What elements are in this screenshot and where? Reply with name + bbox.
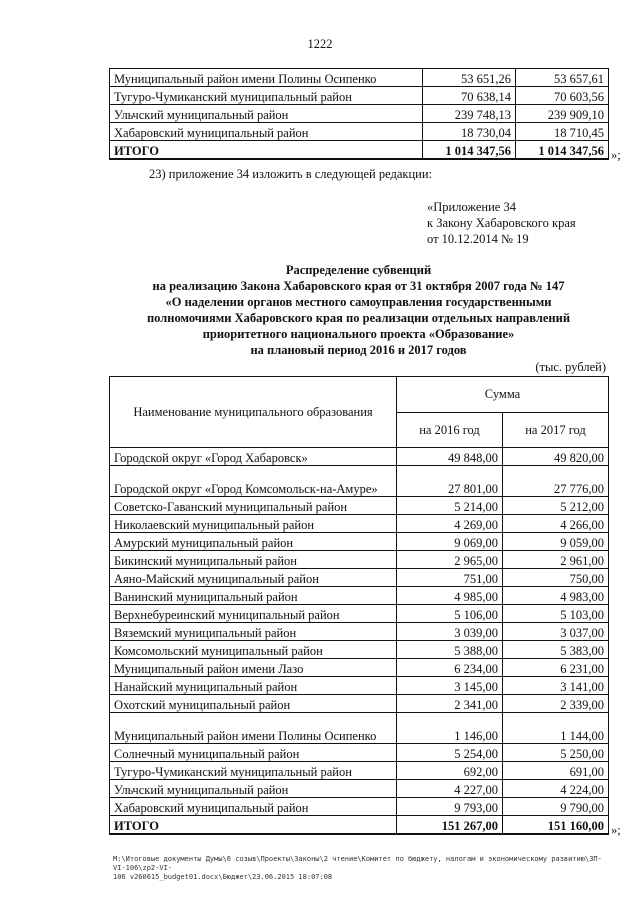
table-row — [110, 497, 609, 515]
table-row — [110, 659, 609, 677]
units-label: (тыс. рублей) — [535, 360, 606, 374]
table-row — [110, 569, 609, 587]
row-name: Солнечный муниципальный район — [110, 744, 397, 762]
table-row — [110, 551, 609, 569]
row-name: Муниципальный район имени Полины Осипенко — [110, 713, 397, 744]
amendment-text: 23) приложение 34 изложить в следующей редакции: — [149, 167, 432, 181]
value-2017: 70 603,56 — [516, 87, 609, 105]
table-row — [110, 677, 609, 695]
value-2016: 2 965,00 — [397, 551, 503, 569]
table-row — [110, 533, 609, 551]
table-row — [110, 695, 609, 713]
row-name: Вяземский муниципальный район — [110, 623, 397, 641]
row-name: Комсомольский муниципальный район — [110, 641, 397, 659]
table-row — [110, 713, 609, 744]
row-name: Городской округ «Город Хабаровск» — [110, 448, 397, 466]
value-2017: 4 983,00 — [503, 587, 609, 605]
table-row — [110, 605, 609, 623]
value-2016: 5 254,00 — [397, 744, 503, 762]
row-name: Ванинский муниципальный район — [110, 587, 397, 605]
carryover-table — [109, 68, 609, 160]
appendix-line: «Приложение 34 — [427, 200, 516, 214]
heading-line: на реализацию Закона Хабаровского края от 31 октября 2007 года № 147 — [152, 279, 565, 293]
value-2017: 6 231,00 — [503, 659, 609, 677]
total-2016: 1 014 347,56 — [423, 141, 516, 160]
value-2017: 4 224,00 — [503, 780, 609, 798]
table-row — [110, 623, 609, 641]
value-2017: 3 037,00 — [503, 623, 609, 641]
value-2016: 3 039,00 — [397, 623, 503, 641]
page-number: 1222 — [307, 37, 333, 51]
closing-quote: »; — [611, 148, 621, 162]
row-name: Ульчский муниципальный район — [110, 780, 397, 798]
heading-line: приоритетного национального проекта «Образование» — [202, 327, 515, 341]
table-row — [110, 780, 609, 798]
value-2017: 5 212,00 — [503, 497, 609, 515]
row-name: Нанайский муниципальный район — [110, 677, 397, 695]
row-name: Тугуро-Чумиканский муниципальный район — [110, 762, 397, 780]
header-2016: на 2016 год — [397, 412, 503, 448]
value-2016: 751,00 — [397, 569, 503, 587]
value-2016: 27 801,00 — [397, 466, 503, 497]
heading-line: на плановый период 2016 и 2017 годов — [250, 343, 467, 357]
row-name: Городской округ «Город Комсомольск-на-Амуре» — [110, 466, 397, 497]
value-2017: 53 657,61 — [516, 69, 609, 87]
table-row — [110, 744, 609, 762]
row-name: Бикинский муниципальный район — [110, 551, 397, 569]
value-2016: 692,00 — [397, 762, 503, 780]
row-name: Николаевский муниципальный район — [110, 515, 397, 533]
total-2016: 151 267,00 — [397, 816, 503, 835]
appendix-line: к Закону Хабаровского края — [427, 216, 576, 230]
header-sum: Сумма — [397, 377, 609, 413]
row-name: Хабаровский муниципальный район — [110, 123, 423, 141]
row-name: Ульчский муниципальный район — [110, 105, 423, 123]
value-2017: 9 059,00 — [503, 533, 609, 551]
value-2017: 2 961,00 — [503, 551, 609, 569]
table-row — [110, 762, 609, 780]
value-2017: 5 250,00 — [503, 744, 609, 762]
row-name: Муниципальный район имени Лазо — [110, 659, 397, 677]
value-2017: 1 144,00 — [503, 713, 609, 744]
value-2017: 18 710,45 — [516, 123, 609, 141]
appendix-line: от 10.12.2014 № 19 — [427, 232, 529, 246]
value-2016: 9 069,00 — [397, 533, 503, 551]
value-2016: 4 269,00 — [397, 515, 503, 533]
document-heading — [109, 262, 608, 358]
table-row — [110, 641, 609, 659]
total-row — [110, 141, 609, 160]
value-2017: 3 141,00 — [503, 677, 609, 695]
value-2017: 5 103,00 — [503, 605, 609, 623]
value-2017: 239 909,10 — [516, 105, 609, 123]
value-2016: 4 985,00 — [397, 587, 503, 605]
value-2016: 5 106,00 — [397, 605, 503, 623]
value-2016: 70 638,14 — [423, 87, 516, 105]
table-row — [110, 466, 609, 497]
value-2016: 53 651,26 — [423, 69, 516, 87]
table-row — [110, 587, 609, 605]
value-2016: 239 748,13 — [423, 105, 516, 123]
value-2016: 1 146,00 — [397, 713, 503, 744]
header-name: Наименование муниципального образования — [110, 377, 397, 448]
table-row — [110, 69, 609, 87]
table-row — [110, 105, 609, 123]
footer-line: 106 v260615_budget01.docx\Бюджет\23.06.2015 18:07:08 — [113, 873, 333, 881]
table-row — [110, 448, 609, 466]
value-2016: 6 234,00 — [397, 659, 503, 677]
total-row — [110, 816, 609, 835]
subvention-table — [109, 376, 609, 835]
total-2017: 151 160,00 — [503, 816, 609, 835]
row-name: Муниципальный район имени Полины Осипенко — [110, 69, 423, 87]
total-label: ИТОГО — [110, 141, 423, 160]
total-2017: 1 014 347,56 — [516, 141, 609, 160]
table-row — [110, 87, 609, 105]
value-2017: 5 383,00 — [503, 641, 609, 659]
value-2016: 9 793,00 — [397, 798, 503, 816]
row-name: Амурский муниципальный район — [110, 533, 397, 551]
closing-quote: »; — [611, 823, 621, 837]
table-row — [110, 123, 609, 141]
footer-line: M:\Итоговые документы Думы\6 созыв\Проекты\Законы\2 чтение\Комитет по бюджету, налогам и экономическому развитию\ЗП-VI-106\zp2-VI- — [113, 855, 602, 872]
row-name: Охотский муниципальный район — [110, 695, 397, 713]
value-2017: 2 339,00 — [503, 695, 609, 713]
value-2017: 691,00 — [503, 762, 609, 780]
value-2017: 9 790,00 — [503, 798, 609, 816]
table-row — [110, 798, 609, 816]
row-name: Аяно-Майский муниципальный район — [110, 569, 397, 587]
value-2016: 2 341,00 — [397, 695, 503, 713]
value-2016: 18 730,04 — [423, 123, 516, 141]
table-row — [110, 515, 609, 533]
row-name: Хабаровский муниципальный район — [110, 798, 397, 816]
row-name: Советско-Гаванский муниципальный район — [110, 497, 397, 515]
row-name: Тугуро-Чумиканский муниципальный район — [110, 87, 423, 105]
value-2017: 49 820,00 — [503, 448, 609, 466]
value-2016: 3 145,00 — [397, 677, 503, 695]
row-name: Верхнебуреинский муниципальный район — [110, 605, 397, 623]
heading-line: полномочиями Хабаровского края по реализации отдельных направлений — [146, 311, 571, 325]
total-label: ИТОГО — [110, 816, 397, 835]
file-path-footer — [113, 855, 613, 882]
value-2017: 4 266,00 — [503, 515, 609, 533]
value-2016: 5 388,00 — [397, 641, 503, 659]
appendix-reference — [427, 199, 576, 247]
value-2016: 4 227,00 — [397, 780, 503, 798]
heading-line: «О наделении органов местного самоуправления государственными — [165, 295, 552, 309]
value-2016: 5 214,00 — [397, 497, 503, 515]
header-2017: на 2017 год — [503, 412, 609, 448]
value-2017: 27 776,00 — [503, 466, 609, 497]
value-2017: 750,00 — [503, 569, 609, 587]
heading-line: Распределение субвенций — [285, 263, 432, 277]
value-2016: 49 848,00 — [397, 448, 503, 466]
